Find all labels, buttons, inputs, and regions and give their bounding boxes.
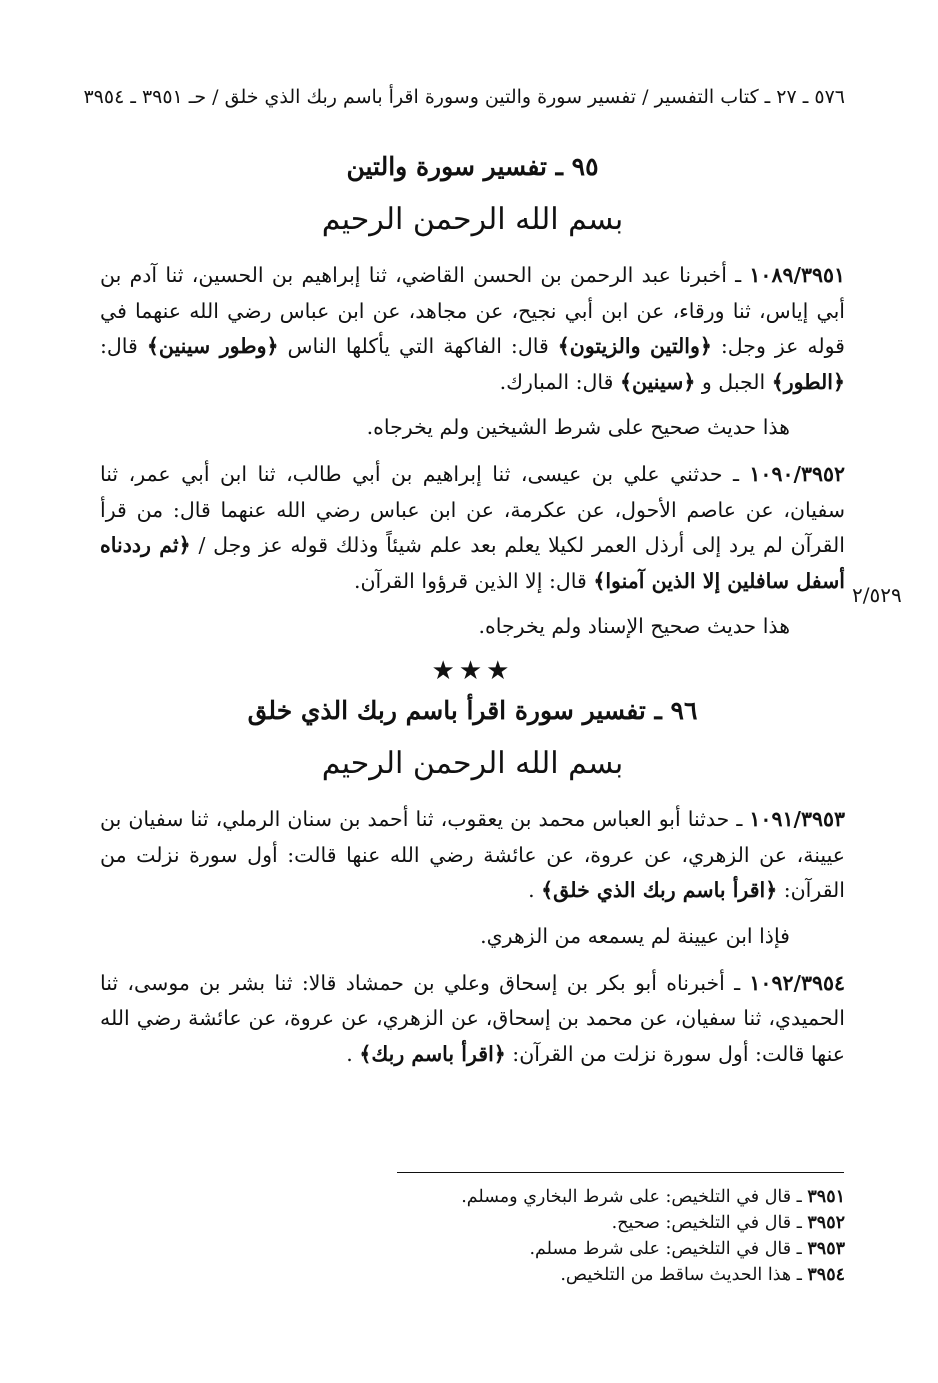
hadith-text: . xyxy=(528,878,542,902)
quran-verse: ﴿سينين﴾ xyxy=(620,369,696,394)
footnote-text: ـ هذا الحديث ساقط من التلخيص. xyxy=(560,1265,808,1285)
verdict-3953: فإذا ابن عيينة لم يسمعه من الزهري. xyxy=(480,923,790,948)
hadith-3951 xyxy=(100,258,845,400)
hadith-number: ١٠٨٩/٣٩٥١ xyxy=(749,263,845,287)
hadith-number: ١٠٩١/٣٩٥٣ xyxy=(749,807,845,831)
hadith-text: ـ أخبرنا عبد الرحمن بن الحسن القاضي، ثنا إبراهيم بن الحسين، ثنا آدم بن أبي إياس، ثنا ورقاء، عن ابن أبي نجيح، عن مجاهد، عن ابن عباس رضي الله عنهما في قوله عز وجل: xyxy=(100,263,845,358)
verdict-3952: هذا حديث صحيح الإسناد ولم يخرجاه. xyxy=(478,614,790,638)
footnote-number: ٣٩٥٢ xyxy=(807,1213,845,1233)
footnote-number: ٣٩٥٣ xyxy=(807,1239,845,1259)
footnote-3952 xyxy=(360,1210,845,1236)
basmala-1: بسم الله الرحمن الرحيم xyxy=(321,202,624,237)
footnote-number: ٣٩٥١ xyxy=(807,1187,845,1207)
margin-page-reference: ٢/٥٢٩ xyxy=(852,583,902,607)
footnote-text: ـ قال في التلخيص: على شرط البخاري ومسلم. xyxy=(461,1187,808,1207)
footnote-text: ـ قال في التلخيص: على شرط مسلم. xyxy=(529,1239,808,1259)
quran-verse: ﴿وطور سينين﴾ xyxy=(146,334,279,358)
page-body xyxy=(100,150,845,1082)
hadith-3954 xyxy=(100,966,845,1073)
hadith-number: ١٠٩٢/٣٩٥٤ xyxy=(749,970,845,995)
hadith-3953 xyxy=(100,802,845,909)
hadith-text: ـ حدثنا أبو العباس محمد بن يعقوب، ثنا أحمد بن سنان الرملي، ثنا سفيان بن عيينة، عن الزهري، عن عروة، عن عائشة رضي الله عنها قالت: أول سورة نزلت من القرآن: xyxy=(100,807,845,902)
basmala-2: بسم الله الرحمن الرحيم xyxy=(321,746,624,781)
footnote-3953 xyxy=(360,1236,845,1262)
footnote-divider xyxy=(397,1172,844,1173)
footnote-3951 xyxy=(360,1184,845,1210)
hadith-text: قال: الفاكهة التي يأكلها الناس xyxy=(278,334,558,358)
surah-96-title: ٩٦ ـ تفسير سورة اقرأ باسم ربك الذي خلق xyxy=(247,696,698,725)
footnote-3954 xyxy=(360,1262,845,1288)
hadith-text: قال: xyxy=(100,334,147,358)
hadith-text: قال: إلا الذين قرؤوا القرآن. xyxy=(353,568,594,593)
hadith-text: ـ حدثني علي بن عيسى، ثنا إبراهيم بن أبي طالب، ثنا ابن أبي عمر، ثنا سفيان، عن عاصم الأحول، عن عكرمة، عن ابن عباس رضي الله عنهما قال: من قرأ القرآن لم يرد إلى أرذل العمر لكيلا يعلم بعد علم شيئاً وذلك قوله عز وجل / xyxy=(100,462,845,557)
hadith-number: ١٠٩٠/٣٩٥٢ xyxy=(749,462,845,486)
quran-verse: ﴿ثم رددناه أسفل سافلين إلا الذين آمنوا﴾ xyxy=(100,533,845,593)
quran-verse: ﴿اقرأ باسم ربك الذي خلق﴾ xyxy=(541,878,778,902)
running-header: ٥٧٦ ـ ٢٧ ـ كتاب التفسير / تفسير سورة والتين وسورة اقرأ باسم ربك الذي خلق / حـ ٣٩٥١ ـ ٣٩٥٤ xyxy=(83,86,845,108)
verdict-3951: هذا حديث صحيح على شرط الشيخين ولم يخرجاه. xyxy=(366,415,790,439)
hadith-text: ـ أخبرناه أبو بكر بن إسحاق وعلي بن حمشاد قالا: ثنا بشر بن موسى، ثنا الحميدي، ثنا سفيان، عن محمد بن إسحاق، عن الزهري، عن عروة، عن عائشة رضي الله عنها قالت: أول سورة نزلت من القرآن: xyxy=(100,970,845,1066)
hadith-text: قال: المبارك. xyxy=(499,369,620,394)
hadith-3952 xyxy=(100,457,845,599)
quran-verse: ﴿والتين والزيتون﴾ xyxy=(557,334,712,358)
quran-verse: ﴿اقرأ باسم ربك﴾ xyxy=(359,1041,506,1066)
hadith-text: الجبل و xyxy=(695,369,772,394)
quran-verse: ﴿الطور﴾ xyxy=(771,369,845,394)
section-divider-stars: ★★★ xyxy=(431,656,514,686)
footnote-text: ـ قال في التلخيص: صحيح. xyxy=(611,1213,808,1233)
footnote-number: ٣٩٥٤ xyxy=(807,1265,845,1285)
hadith-text: . xyxy=(346,1041,360,1066)
footnotes xyxy=(360,1184,845,1288)
surah-95-title: ٩٥ ـ تفسير سورة والتين xyxy=(346,152,599,181)
